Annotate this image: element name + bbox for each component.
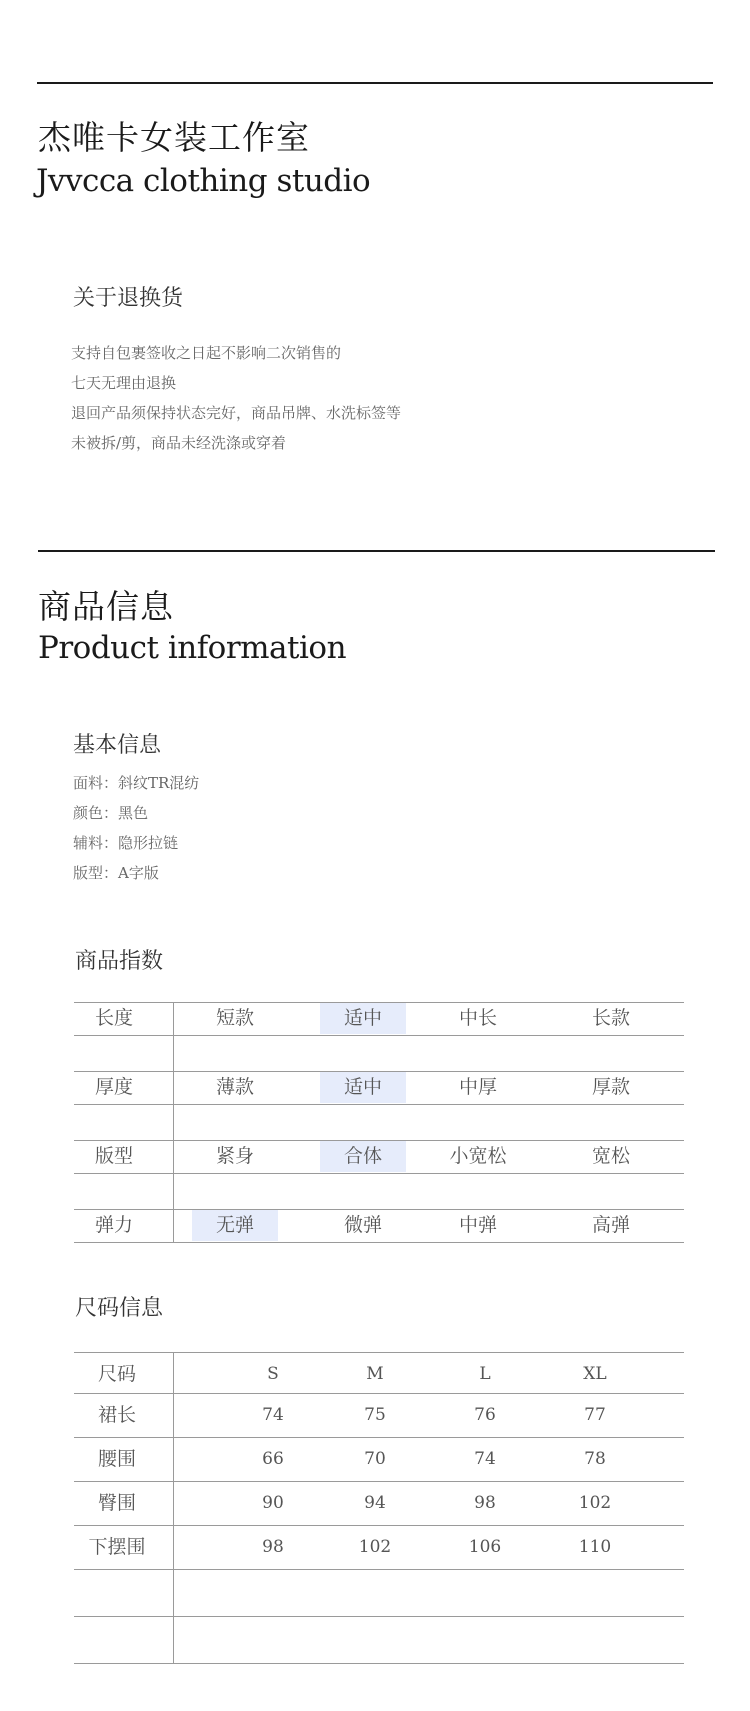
size-value: 66: [262, 1449, 284, 1469]
size-column-header: L: [479, 1364, 491, 1384]
index-row: [74, 1002, 684, 1036]
size-row: [74, 1394, 684, 1438]
index-option: 厚款: [591, 1076, 630, 1098]
size-row-label: 臀围: [97, 1492, 136, 1514]
index-option: 中长: [458, 1007, 497, 1029]
column-divider: [173, 1105, 174, 1140]
size-empty-row: [74, 1570, 684, 1617]
size-value: 70: [364, 1449, 386, 1469]
size-value: 110: [578, 1537, 612, 1557]
size-header-label: 尺码: [97, 1363, 136, 1385]
index-row: [74, 1140, 684, 1174]
column-divider: [173, 1174, 174, 1209]
size-value: 75: [364, 1405, 386, 1425]
returns-line: 七天无理由退换: [71, 374, 177, 392]
index-option: 高弹: [591, 1214, 630, 1236]
index-option: 紧身: [215, 1145, 254, 1167]
index-option: 小宽松: [449, 1145, 507, 1167]
index-option: 薄款: [215, 1076, 254, 1098]
basic-info-heading: 基本信息: [73, 733, 162, 758]
size-value: 77: [584, 1405, 606, 1425]
size-row-label: 裙长: [97, 1404, 136, 1426]
index-row-label: 厚度: [94, 1076, 133, 1098]
index-row-spacer: [74, 1105, 684, 1140]
size-value: 102: [578, 1493, 612, 1513]
returns-line: 支持自包裹签收之日起不影响二次销售的: [71, 344, 342, 362]
column-divider: [173, 1210, 174, 1242]
index-row-spacer: [74, 1174, 684, 1209]
returns-line: 未被拆/剪，商品未经洗涤或穿着: [71, 434, 287, 452]
size-row: [74, 1482, 684, 1526]
product-title-cn: 商品信息: [38, 587, 174, 626]
index-option: 短款: [215, 1007, 254, 1029]
size-value: 94: [364, 1493, 386, 1513]
basic-info-line: 面料：斜纹TR混纺: [73, 774, 200, 792]
size-row: [74, 1526, 684, 1570]
index-row-label: 弹力: [94, 1214, 133, 1236]
size-value: 106: [468, 1537, 502, 1557]
column-divider: [173, 1072, 174, 1104]
size-column-header: S: [267, 1364, 279, 1384]
size-column-header: XL: [583, 1364, 607, 1384]
size-value: 78: [584, 1449, 606, 1469]
size-value: 98: [474, 1493, 496, 1513]
size-table: [74, 1352, 684, 1664]
size-row-label: 下摆围: [88, 1536, 146, 1558]
index-row: [74, 1209, 684, 1243]
size-header-row: [74, 1352, 684, 1394]
returns-heading: 关于退换货: [73, 286, 184, 311]
size-value: 90: [262, 1493, 284, 1513]
product-title-en: Product information: [38, 630, 347, 666]
studio-title-cn: 杰唯卡女装工作室: [38, 118, 310, 157]
column-divider: [173, 1141, 174, 1173]
index-option-selected: 无弹: [192, 1210, 278, 1241]
index-option-selected: 适中: [320, 1072, 406, 1103]
product-divider: [38, 550, 715, 552]
index-option: 中厚: [458, 1076, 497, 1098]
size-value: 74: [262, 1405, 284, 1425]
index-option: 微弹: [343, 1214, 382, 1236]
returns-line: 退回产品须保持状态完好，商品吊牌、水洗标签等: [71, 404, 402, 422]
index-row-spacer: [74, 1036, 684, 1071]
size-value: 74: [474, 1449, 496, 1469]
size-row: [74, 1438, 684, 1482]
column-divider: [173, 1003, 174, 1035]
size-value: 98: [262, 1537, 284, 1557]
index-option: 中弹: [458, 1214, 497, 1236]
size-value: 76: [474, 1405, 496, 1425]
index-row-label: 长度: [94, 1007, 133, 1029]
basic-info-line: 颜色：黑色: [73, 804, 149, 822]
index-heading: 商品指数: [75, 949, 164, 974]
size-empty-row: [74, 1617, 684, 1664]
index-row-label: 版型: [94, 1145, 133, 1167]
studio-title-en: Jvvcca clothing studio: [36, 163, 371, 199]
size-value: 102: [358, 1537, 392, 1557]
index-option-selected: 适中: [320, 1003, 406, 1034]
basic-info-line: 辅料：隐形拉链: [73, 834, 179, 852]
index-row: [74, 1071, 684, 1105]
size-heading: 尺码信息: [75, 1296, 164, 1321]
top-divider: [37, 82, 713, 84]
index-option: 长款: [591, 1007, 630, 1029]
index-option: 宽松: [591, 1145, 630, 1167]
product-index-table: [74, 1002, 684, 1243]
size-column-header: M: [366, 1364, 384, 1384]
size-row-label: 腰围: [97, 1448, 136, 1470]
basic-info-line: 版型：A字版: [73, 864, 159, 882]
column-divider: [173, 1036, 174, 1071]
index-option-selected: 合体: [320, 1141, 406, 1172]
